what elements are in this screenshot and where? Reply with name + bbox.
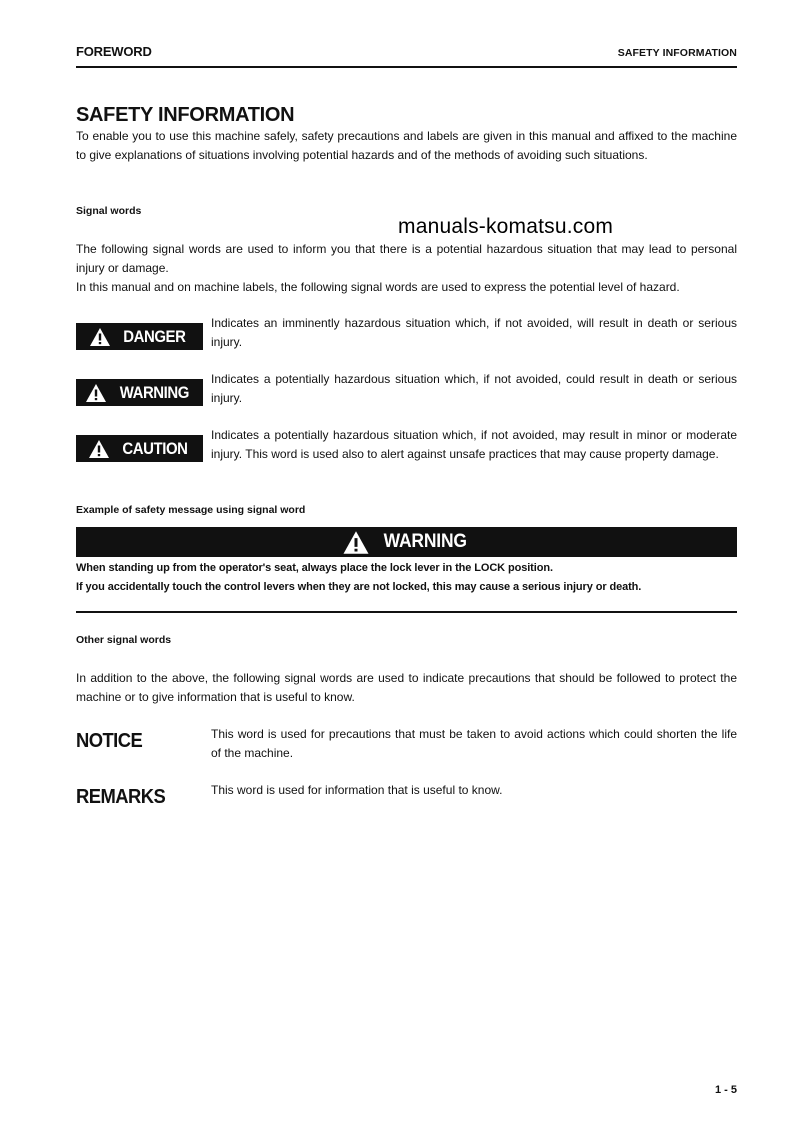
header-chapter-title: SAFETY INFORMATION <box>617 47 737 59</box>
warning-triangle-icon <box>85 383 107 403</box>
caution-description: Indicates a potentially hazardous situation which, if not avoided, may result in minor or moderate injury. This word is used also to alert against unsafe practices that may cause property damage. <box>211 428 737 461</box>
danger-description: Indicates an imminently hazardous situation which, if not avoided, will result in death or serious injury. <box>211 316 737 349</box>
caution-label: CAUTION <box>121 438 188 458</box>
page-header <box>76 44 737 68</box>
manual-page <box>76 0 737 1123</box>
signal-words-paragraph-1: The following signal words are used to inform you that there is a potential hazardous situation that may lead to personal injury or damage. <box>76 242 737 275</box>
remarks-label: REMARKS <box>76 786 166 808</box>
signal-words-heading: Signal words <box>76 205 142 217</box>
notice-label: NOTICE <box>76 730 143 752</box>
signal-words-paragraph-2: In this manual and on machine labels, the following signal words are used to express the potential level of hazard. <box>76 280 680 294</box>
caution-badge <box>76 435 203 462</box>
other-signal-words-paragraph: In addition to the above, the following signal words are used to indicate precautions that should be followed to protect the machine or to give information that is useful to know. <box>76 671 737 704</box>
example-warning-banner <box>76 527 737 557</box>
example-banner-label: WARNING <box>383 531 468 552</box>
other-signal-words-heading: Other signal words <box>76 634 172 646</box>
warning-triangle-icon <box>88 439 110 459</box>
example-heading: Example of safety message using signal word <box>76 504 306 516</box>
page-title: SAFETY INFORMATION <box>76 104 295 126</box>
notice-description: This word is used for precautions that must be taken to avoid actions which could shorten the life of the machine. <box>211 727 737 760</box>
warning-triangle-icon <box>342 530 370 555</box>
section-divider <box>76 611 737 613</box>
danger-badge <box>76 323 203 350</box>
danger-label: DANGER <box>123 326 186 346</box>
example-message-line-1: When standing up from the operator's seat, always place the lock lever in the LOCK position. <box>76 562 553 574</box>
watermark-text: manuals-komatsu.com <box>398 215 614 238</box>
warning-badge <box>76 379 203 406</box>
page-number: 1 - 5 <box>714 1084 737 1096</box>
header-section-title: FOREWORD <box>76 44 152 59</box>
warning-description: Indicates a potentially hazardous situation which, if not avoided, could result in death or serious injury. <box>211 372 737 405</box>
warning-triangle-icon <box>89 327 111 347</box>
warning-label: WARNING <box>119 382 190 402</box>
intro-paragraph: To enable you to use this machine safely, safety precautions and labels are given in this manual and affixed to the machine to give explanations of situations involving potential hazards and of the methods of avoiding such situations. <box>76 129 737 162</box>
example-message-line-2: If you accidentally touch the control levers when they are not locked, this may cause a serious injury or death. <box>76 581 642 593</box>
remarks-description: This word is used for information that is useful to know. <box>211 783 503 797</box>
